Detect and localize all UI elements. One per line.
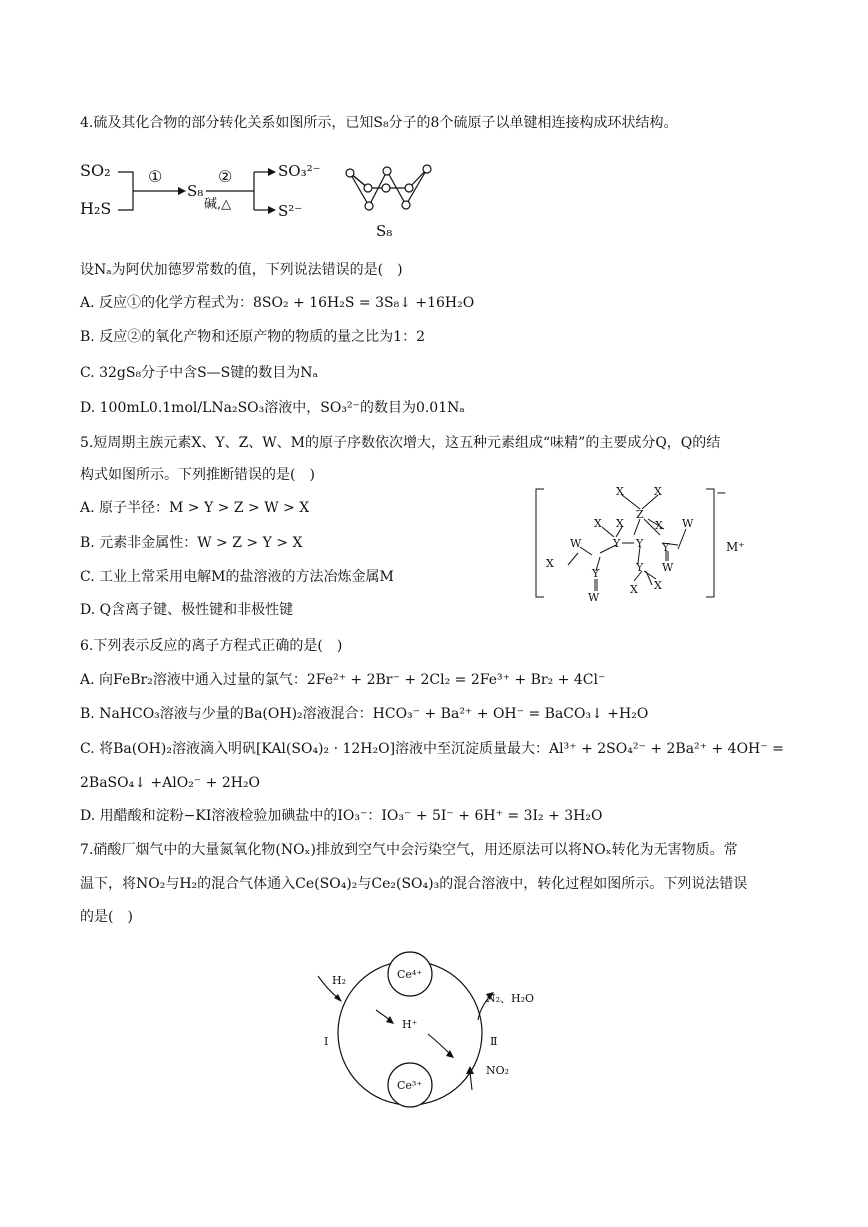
inner-arrow-2 [428,1034,450,1054]
q5-stem-line2: 构式如图所示。下列推断错误的是( ) [80,467,315,483]
ce4-label: Ce⁴⁺ [397,968,423,981]
q4-option-b: B. 反应②的氧化产物和还原产物的物质的量之比为1：2 [80,329,426,345]
products-label: N₂、H₂O [486,992,535,1005]
q4-option-d: D. 100mL0.1mol/LNa₂SO₃溶液中，SO₃²⁻的数目为0.01Nₐ [80,400,465,416]
q4-prompt: 设Nₐ为阿伏加德罗常数的值，下列说法错误的是( ) [80,262,403,278]
q7-stem-line3: 的是( ) [80,909,133,925]
q7-stem-line1: 7.硝酸厂烟气中的大量氮氧化物(NOₓ)排放到空气中会污染空气，用还原法可以将NOₓ转化为无害物质。常 [80,842,738,858]
cation-label: M⁺ [726,540,745,554]
ce3-label: Ce³⁺ [397,1079,423,1092]
atom-y-5: Y [636,561,644,574]
arrow-s2-head [268,206,276,214]
q5-option-a: A. 原子半径：M > Y > Z > W > X [80,500,310,516]
no2-label: NO₂ [486,1064,510,1077]
atom-z-1: Z [636,508,644,521]
atom-y-4: Y [592,567,600,580]
step-1-label: ① [148,167,163,186]
atom-y-2: Y [636,537,644,550]
right-bracket [706,489,714,597]
atom-x-5: X [655,519,663,532]
label-s2: S²⁻ [278,202,303,220]
atom-y-1: Y [613,537,621,550]
atom-w-2: W [570,537,582,550]
q6-option-a: A. 向FeBr₂溶液中通入过量的氯气：2Fe²⁺ + 2Br⁻ + 2Cl₂ = 2Fe³⁺ + Br₂ + 4Cl⁻ [80,672,606,688]
atom-x-7: X [630,583,638,596]
atom-x-6: X [546,557,554,570]
label-h2s: H₂S [80,199,112,218]
condition-label: 碱,△ [204,197,232,212]
q6-option-c-line1: C. 将Ba(OH)₂溶液滴入明矾[KAl(SO₄)₂ · 12H₂O]溶液中至沉淀质量最大：Al³⁺ + 2SO₄²⁻ + 2Ba²⁺ + 4OH⁻ = [80,741,784,757]
q7-stem-line2: 温下，将NO₂与H₂的混合气体通入Ce(SO₄)₂与Ce₂(SO₄)₃的混合溶液中，转化过程如图所示。下列说法错误 [80,876,748,892]
hplus-label: H⁺ [402,1018,418,1031]
anion-charge: − [716,486,727,501]
q4-stem: 4.硫及其化合物的部分转化关系如图所示，已知S₈分子的8个硫原子以单键相连接构成环状结构。 [80,115,678,131]
arrow-1-head [178,187,186,195]
sulfur-transformation-diagram [78,150,448,250]
q5-option-b: B. 元素非金属性：W > Z > Y > X [80,535,303,551]
atom-x-1: X [616,485,624,498]
no2-arrow [470,1072,472,1090]
ring-label: S₈ [376,222,393,240]
q4-option-c: C. 32gS₈分子中含S—S键的数目为Nₐ [80,365,318,381]
atom-x-2: X [654,485,662,498]
q6-stem: 6.下列表示反应的离子方程式正确的是( ) [80,638,343,654]
q6-option-d: D. 用醋酸和淀粉−KI溶液检验加碘盐中的IO₃⁻：IO₃⁻ + 5I⁻ + 6H⁺ = 3I₂ + 3H₂O [80,808,603,824]
atom-x-3: X [594,517,602,530]
stage-i-label: I [324,1035,329,1048]
q5-option-d: D. Q含离子键、极性键和非极性键 [80,602,294,618]
cerium-cycle-diagram [300,950,560,1115]
s8-ring-structure [346,165,431,210]
merge-bracket [118,172,133,210]
q4-option-a: A. 反应①的化学方程式为：8SO₂ + 16H₂S = 3S₈↓ +16H₂O [80,295,475,311]
stage-ii-label: Ⅱ [490,1035,498,1048]
step-2-label: ② [218,167,233,186]
atom-y-3: Y [662,541,670,554]
atom-w-1: W [682,517,694,530]
q-structure-diagram [530,485,790,605]
label-so2: SO₂ [80,161,111,180]
q6-option-c-line2: 2BaSO₄↓ +AlO₂⁻ + 2H₂O [80,775,261,791]
label-s8: S₈ [187,182,204,200]
label-so3: SO₃²⁻ [278,162,321,180]
left-bracket [536,489,544,597]
atom-w-4: W [588,591,600,604]
q6-option-b: B. NaHCO₃溶液与少量的Ba(OH)₂溶液混合：HCO₃⁻ + Ba²⁺ + OH⁻ = BaCO₃↓ +H₂O [80,706,649,722]
inner-arrow-1 [376,1010,390,1020]
arrow-so3-head [268,168,276,176]
q5-stem-line1: 5.短周期主族元素X、Y、Z、W、M的原子序数依次增大，这五种元素组成“味精”的主要成分Q，Q的结 [80,435,721,451]
h2-label: H₂ [332,974,347,987]
q5-option-c: C. 工业上常采用电解M的盐溶液的方法冶炼金属M [80,569,394,585]
atom-x-4: X [616,517,624,530]
atom-x-8: X [654,579,662,592]
atom-w-3: W [662,561,674,574]
